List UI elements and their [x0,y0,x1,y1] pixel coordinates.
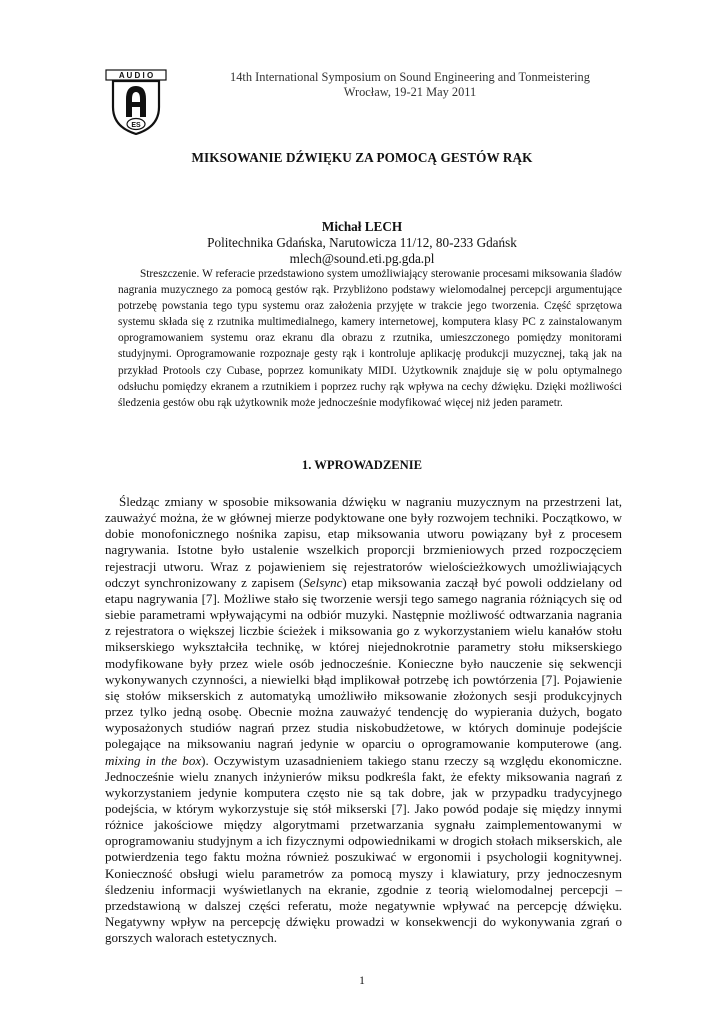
body-italic-selsync: Selsync [303,574,343,590]
paper-title: MIKSOWANIE DŹWIĘKU ZA POMOCĄ GESTÓW RĄK [191,150,533,165]
author-block [0,219,724,267]
body-text-part-1: Śledząc zmiany w sposobie miksowania dźwięku w nagraniu muzycznym na przestrzeni lat, zauważyć można, że w głównej mierze podyktowane one były rozwojem techniki. Początkowo, w dobie monofonicznego nośnika zapisu, etap miksowania utworu powiązany był z procesem nagrywania. Istotne było ustalenie wszelkich proporcji brzmieniowych przed rozpoczęciem rejestracji utworu. Wraz z pojawieniem się rejestratorów wielościeżkowych umożliwiających odczyt synchronizowany z zapisem ( [105,494,622,590]
page-number: 1 [359,975,365,987]
author-affiliation: Politechnika Gdańska, Narutowicza 11/12, 80-233 Gdańsk [207,235,517,250]
conference-place-date: Wrocław, 19-21 May 2011 [343,84,477,99]
abstract-text: Streszczenie. W referacie przedstawiono system umożliwiający sterowanie procesami miksowania śladów nagrania muzycznego za pomocą gestów rąk. Przybliżono podstawy wielomodalnej percepcji argumentujące potrzebę powstania tego typu systemu oraz założenia przyjęte w trakcie jego tworzenia. Część sprzętowa systemu składa się z rzutnika multimedialnego, kamery internetowej, komputera klasy PC z zainstalowanym oprogramowaniem systemu oraz ekranu dla obrazu z rzutnika, umieszczonego pomiędzy monitorami studyjnymi. Oprogramowanie rozpoznaje gesty rąk i kontroluje aplikację produkcji muzycznej, taką jak na przykład Protools czy Cubase, poprzez komunikaty MIDI. Użytkownik znajduje się w polu optymalnego odsłuchu pomiędzy ekranem a rzutnikiem i poprzez ruchy rąk wpływa na cechy dźwięku. Dzięki możliwości śledzenia gestów obu rąk użytkownik może jednocześnie modyfikować więcej niż jeden parametr. [118,268,622,409]
body-text [105,494,622,946]
body-italic-mixing: mixing in the box [105,752,202,768]
abstract [118,266,622,411]
logo-top-text: A U D I O [118,71,154,80]
section-heading: 1. WPROWADZENIE [301,458,423,472]
conference-name: 14th International Symposium on Sound Engineering and Tonmeistering [230,70,590,84]
logo-bottom-text: ES [131,122,141,129]
author-email: mlech@sound.eti.pg.gda.pl [289,251,435,266]
conference-header [180,70,640,99]
body-paragraph [105,494,622,946]
author-name: Michał LECH [321,219,403,234]
aes-logo [105,69,167,135]
body-text-part-2: ) etap miksowania zaczął być powoli oddzielany od etapu nagrywania [7]. Możliwe stało się tworzenie wersji tego samego nagrania różniących się od siebie parametrami wpływającymi na odbiór muzyki. Następnie możliwość odtwarzania nagrania z rejestratora o większej liczbie ścieżek i miksowania go z wykorzystaniem wielu kanałów stołu mikserskiego wykształciła technikę, w której niejednokrotnie parametry stołu mikserskiego modyfikowane były przez wiele osób jednocześnie. Konieczne było nauczenie się sekwencji wykonywanych czynności, a niewielki błąd implikował potrzebę ich powtórzenia [7]. Pojawienie się stołów mikserskich z automatyką umożliwiło miksowanie złożonych sesji produkcyjnych przez tylko jedną osobę. Obecnie można zauważyć tendencję do wypierania dużych, bogato wyposażonych studiów nagrań przez studia niskobudżetowe, w których dominuje podejście polegające na miksowaniu nagrań jedynie w oparciu o oprogramowanie komputerowe (ang. [105,574,622,752]
body-text-part-3: ). Oczywistym uzasadnieniem takiego stanu rzeczy są względu ekonomiczne. Jednocześnie wielu znanych inżynierów miksu podkreśla fakt, że efekty miksowania nagrań z wykorzystaniem jedynie komputera często nie są tak dobre, jak w przypadku tradycyjnego podejścia, w którym wykorzystuje się stół mikserski [7]. Jako powód podaje się między innymi różnice jakościowe między algorytmami przetwarzania sygnału zaimplementowanymi w oprogramowaniu studyjnym a ich fizycznymi odpowiednikami w drogich stołach mikserskich, ale potwierdzenia tego faktu można również poszukiwać w ergonomii i psychologii kognitywnej. Konieczność obsługi wielu parametrów za pomocą myszy i klawiatury, przy jednoczesnym śledzeniu informacji wyświetlanych na ekranie, zgodnie z teorią wielomodalnej percepcji – przedstawioną w dalszej części referatu, może negatywnie wpływać na percepcję dźwięku. Negatywny wpływ na percepcję dźwięku prowadzi w konsekwencji do wykonywania zgrań o gorszych walorach estetycznych. [105,752,622,946]
